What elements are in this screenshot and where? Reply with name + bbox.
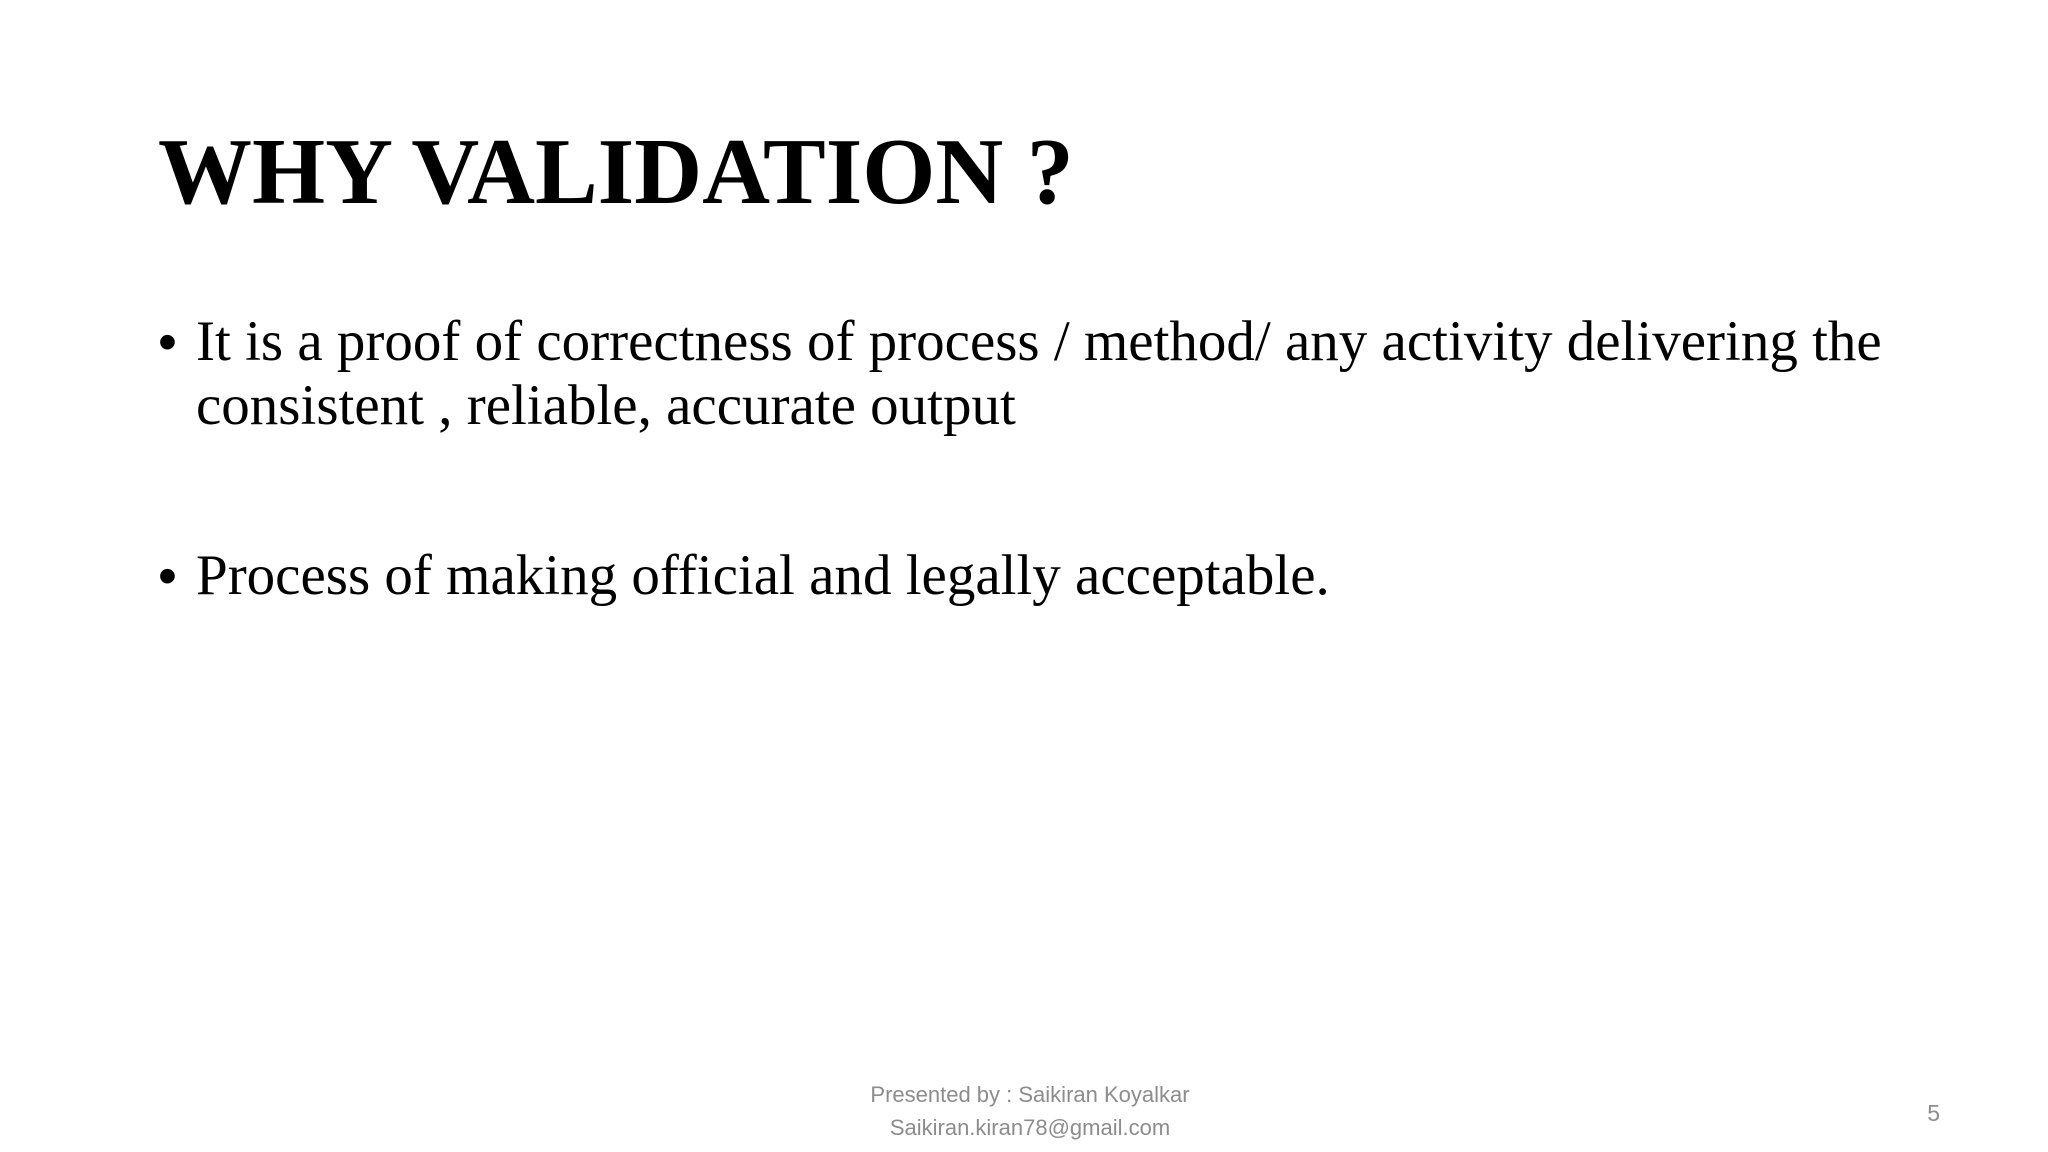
bullet-text: It is a proof of correctness of process / method/ any activity delivering the consistent , reliable, accurate output [196,310,1882,437]
bullet-item [158,544,1918,608]
slide-title: WHY VALIDATION ? [158,120,1074,224]
bullet-list [158,310,1918,608]
bullet-marker: • [158,312,177,372]
bullet-text: Process of making official and legally acceptable. [196,544,1330,607]
page-number: 5 [1927,1100,1940,1126]
presenter-credit: Presented by : Saikiran Koyalkar [870,1082,1190,1107]
slide-footer [760,1078,1300,1144]
bullet-item [158,310,1918,438]
bullet-marker: • [158,546,177,606]
presenter-email: Saikiran.kiran78@gmail.com [889,1115,1171,1140]
